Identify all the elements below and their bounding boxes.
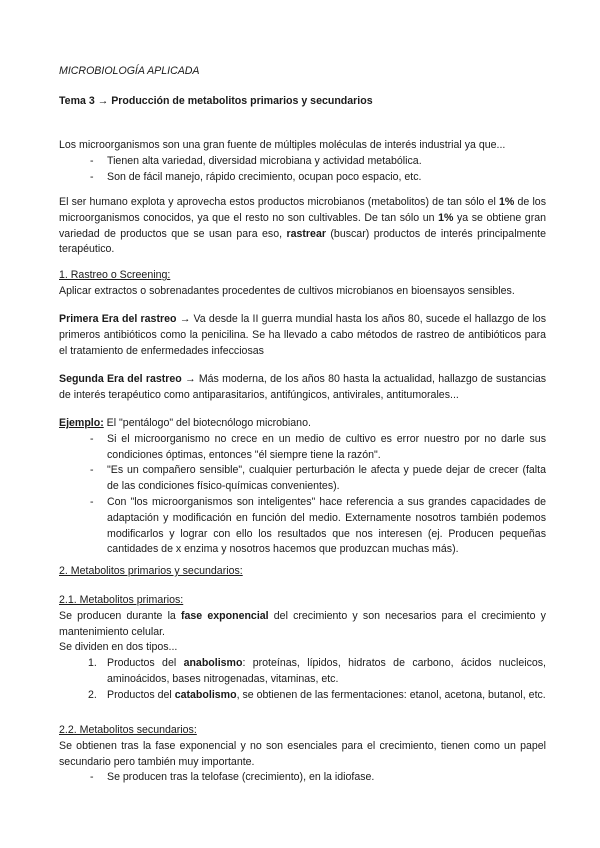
example-label: Ejemplo: <box>59 417 104 429</box>
era-text: → Más moderna, de los años 80 hasta la actualidad, hallazgo de sustancias de interés terapéutico como antiparasitarios, antifúngicos, antivirales, antitumorales... <box>59 373 547 401</box>
paragraph-first-era <box>59 312 546 359</box>
subsection-text: Se obtienen tras la fase exponencial y no son esenciales para el crecimiento, tienen como un papel secundario pero también muy importante. <box>59 739 546 768</box>
list-item: - Si el microorganismo no crece en un medio de cultivo es error nuestro por no darle sus condiciones óptimas, entonces "él siempre tiene la razón". <box>59 432 546 464</box>
section-heading: 1. Rastreo o Screening: <box>59 269 171 281</box>
primary-list <box>59 656 546 703</box>
paragraph-human-use <box>59 195 546 258</box>
section-primary-metabolites <box>59 593 546 704</box>
list-number: 1. <box>88 657 97 670</box>
era-text: → Va desde la II guerra mundial hasta los años 80, sucede el hallazgo de los primeros antibióticos como la penicilina. Se ha llevado a cabo métodos de rastreo de antibióticos para el tratamiento de enfermedades infecciosas <box>59 313 546 357</box>
section-secondary-metabolites <box>59 723 546 786</box>
section-rastreo <box>59 268 546 300</box>
course-title: MICROBIOLOGÍA APLICADA <box>59 65 200 77</box>
text-run: Se producen durante la <box>59 609 181 622</box>
text-run-bold: anabolismo <box>183 657 243 670</box>
section-heading-metabolites: 2. Metabolitos primarios y secundarios: <box>59 565 243 577</box>
example-section <box>59 416 546 558</box>
example-text: El "pentálogo" del biotecnólogo microbiano. <box>103 417 311 429</box>
subsection-line: Se dividen en dos tipos... <box>59 641 178 654</box>
subsection-heading: 2.2. Metabolitos secundarios: <box>59 724 197 736</box>
secondary-list <box>59 770 546 786</box>
subsection-heading: 2.1. Metabolitos primarios: <box>59 594 184 606</box>
topic-title: Tema 3 → Producción de metabolitos primarios y secundarios <box>59 95 373 107</box>
text-run: Productos del <box>107 657 184 670</box>
intro-text: Los microorganismos son una gran fuente de múltiples moléculas de interés industrial ya que... <box>59 139 506 151</box>
text-run-bold: rastrear <box>286 227 326 240</box>
era-label: Primera Era del rastreo <box>59 313 177 325</box>
list-item: - Con "los microorganismos son inteligentes" hace referencia a sus grandes capacidades de adaptación y modificación en función del medio. Externamente nosotros también podemos modificarlos y lograr con ello los resultados que nos interesen (ej. Producen pequeñas cantidades de x enzima y nosotros hacemos que produzcan muchas más). <box>59 495 546 558</box>
text-run-bold: 1% <box>499 196 515 208</box>
text-run: (buscar) productos de interés principalmente terapéutico. <box>59 227 546 256</box>
example-intro <box>59 416 546 432</box>
paragraph-second-era <box>59 372 546 404</box>
text-run: : proteínas, lípidos, hidratos de carbono, ácidos nucleicos, aminoácidos, bases nitrogenadas, vitaminas, etc. <box>107 657 546 685</box>
text-run: , se obtienen de las fermentaciones: etanol, acetona, butanol, etc. <box>236 688 546 701</box>
list-item: - Tienen alta variedad, diversidad microbiana y actividad metabólica. <box>59 154 546 170</box>
text-run: ya se obtiene gran variedad de productos que se usan para eso, <box>59 211 547 240</box>
era-label: Segunda Era del rastreo <box>59 373 182 385</box>
text-run-bold: fase exponencial <box>181 609 269 622</box>
list-item: - Son de fácil manejo, rápido crecimiento, ocupan poco espacio, etc. <box>59 170 546 186</box>
intro-list <box>59 154 546 186</box>
section-text: Aplicar extractos o sobrenadantes procedentes de cultivos microbianos en bioensayos sensibles. <box>59 284 515 297</box>
text-run: del crecimiento y son necesarios para el crecimiento y mantenimiento celular. <box>59 609 546 638</box>
list-item <box>59 688 546 704</box>
text-run: El ser humano explota y aprovecha estos productos microbianos (metabolitos) de tan sólo el <box>59 196 500 208</box>
text-run: Productos del <box>107 688 175 701</box>
text-run-bold: 1% <box>438 211 454 224</box>
subsection-text <box>59 609 546 641</box>
list-number: 2. <box>88 688 97 701</box>
intro-paragraph <box>59 138 546 185</box>
list-item: - "Es un compañero sensible", cualquier perturbación le afecta y puede dejar de crecer (falta de las condiciones físico-químicas convenientes). <box>59 463 546 495</box>
example-list <box>59 432 546 558</box>
text-run-bold: catabolismo <box>174 688 237 701</box>
list-item <box>59 656 546 688</box>
list-item: - Se producen tras la telofase (crecimiento), en la idiofase. <box>59 770 546 786</box>
text-run: de los microorganismos conocidos, ya que el resto no son cultivables. De tan sólo un <box>59 196 546 224</box>
